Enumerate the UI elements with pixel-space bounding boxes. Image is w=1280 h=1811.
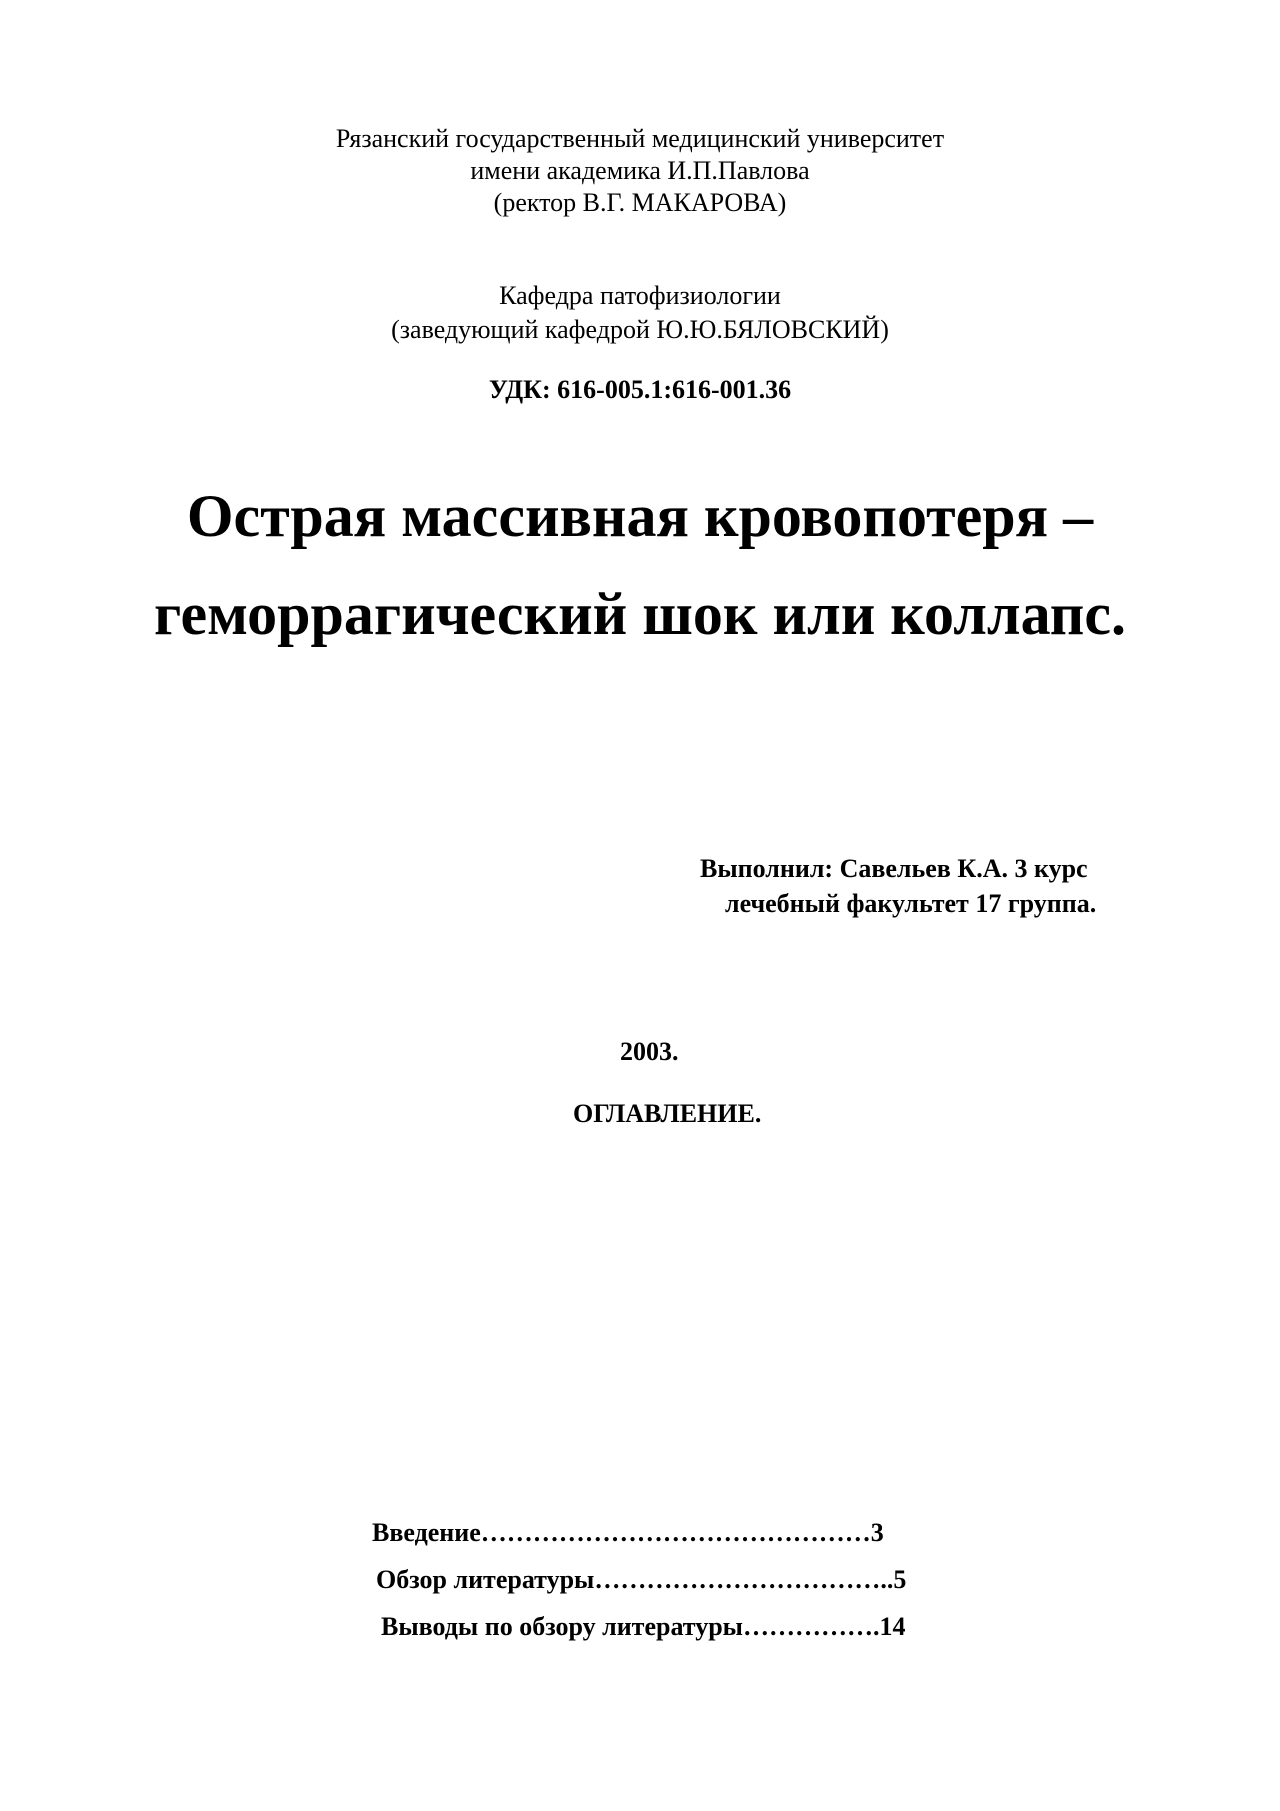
toc-heading: ОГЛАВЛЕНИЕ.	[573, 1099, 762, 1128]
year: 2003.	[620, 1037, 679, 1066]
department-name: Кафедра патофизиологии	[499, 281, 781, 310]
university-name: Рязанский государственный медицинский университет	[335, 124, 945, 153]
rector-line: (ректор В.Г. МАКАРОВА)	[493, 188, 787, 217]
department-head: (заведующий кафедрой Ю.Ю.БЯЛОВСКИЙ)	[391, 315, 889, 344]
title-line-2: геморрагический шок или коллапс.	[153, 581, 1126, 647]
toc-item-conclusions: Выводы по обзору литературы…………….14	[381, 1612, 906, 1641]
toc-item-literature-review: Обзор литературы……………………………..5	[376, 1565, 907, 1594]
author-line-1: Выполнил: Савельев К.А. 3 курс	[700, 854, 1088, 883]
university-named-after: имени академика И.П.Павлова	[470, 156, 810, 185]
title-line-1: Острая массивная кровопотеря –	[186, 483, 1094, 549]
toc-item-introduction: Введение………………………………………3	[372, 1518, 884, 1547]
udk-code: УДК: 616-005.1:616-001.36	[488, 375, 792, 404]
author-line-2: лечебный факультет 17 группа.	[725, 889, 1097, 918]
